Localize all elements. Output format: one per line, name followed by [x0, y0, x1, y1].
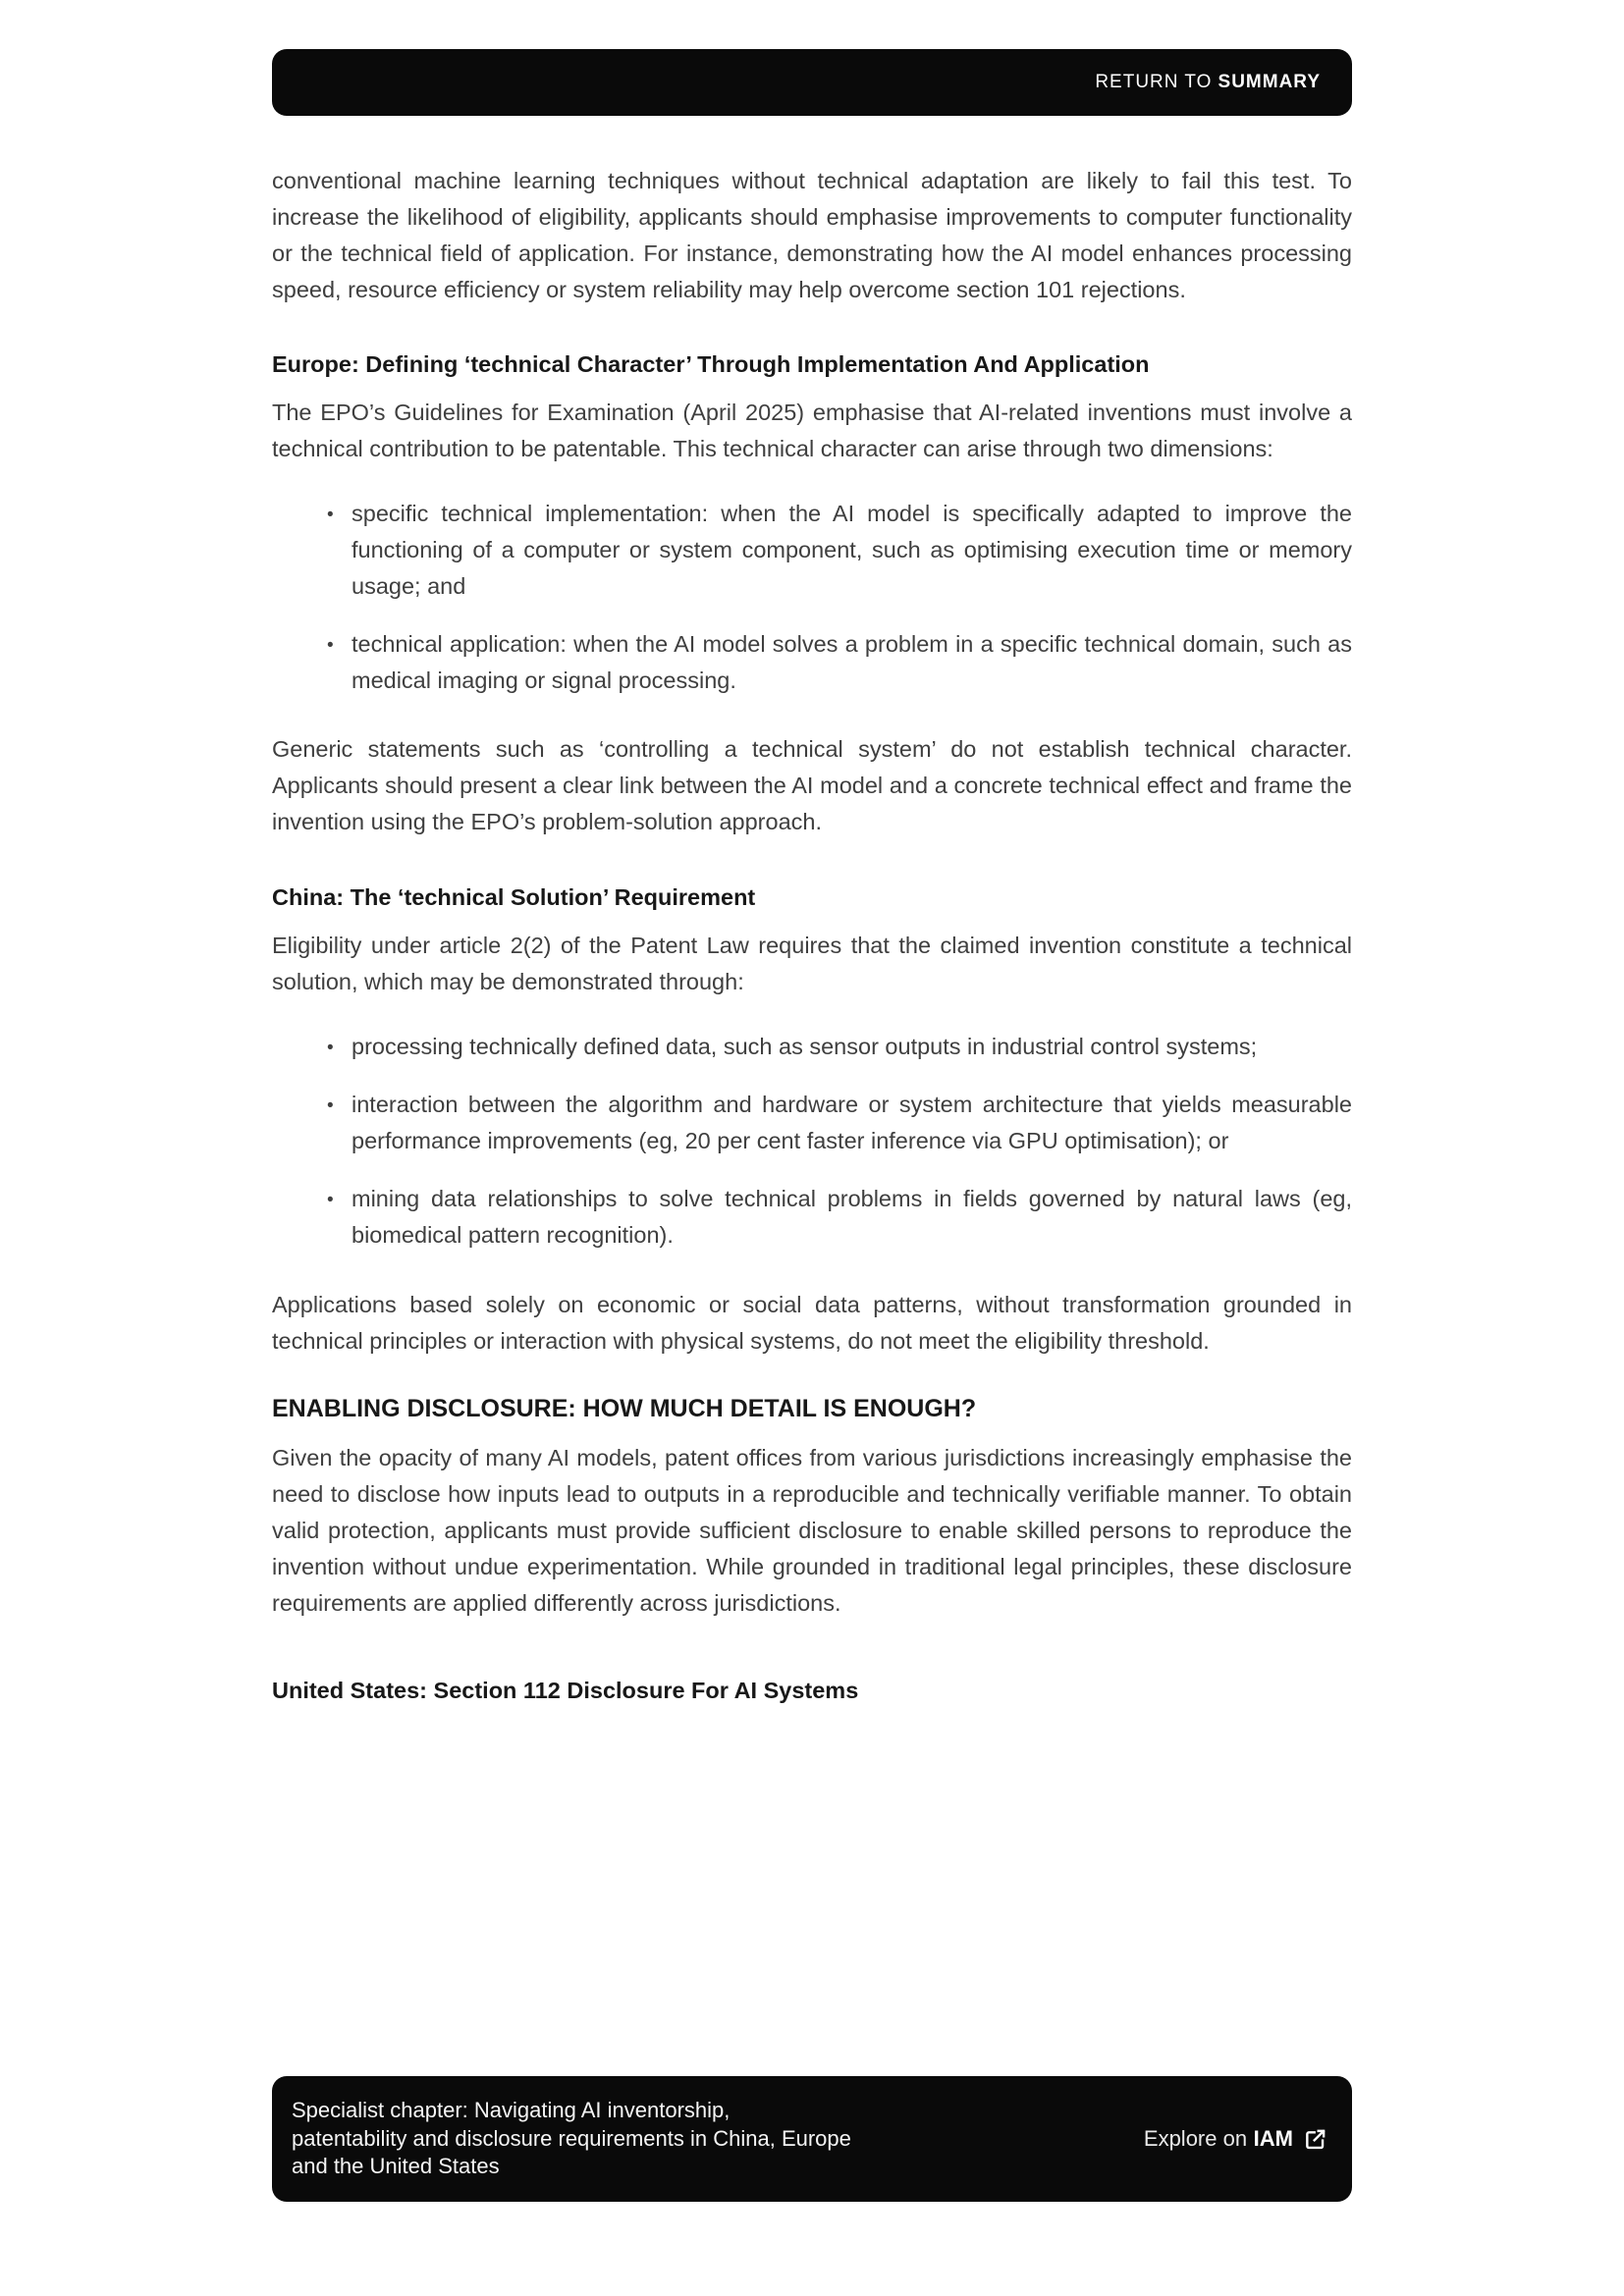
return-to-summary-button[interactable]: [272, 49, 1352, 116]
return-to-summary-label-bold: SUMMARY: [1218, 72, 1321, 92]
iam-brand-label: IAM: [1253, 2126, 1293, 2151]
list-item-mining-data-relations: • mining data relationships to solve technical problems in fields governed by natural laws (eg, biomedical pattern recognition).: [352, 1181, 1352, 1254]
article-body: [272, 163, 1352, 1704]
explore-on-iam-link[interactable]: [1144, 2126, 1328, 2152]
chapter-footer: [272, 2076, 1352, 2202]
heading-europe-technical-character: Europe: Defining ‘technical Character’ Through Implementation And Application: [272, 351, 1150, 377]
list-item-algorithm-hardware: • interaction between the algorithm and hardware or system architecture that yields measurable performance improvements (eg, 20 per cent faster inference via GPU optimisation); or: [352, 1087, 1352, 1159]
paragraph-eligibility-threshold: Applications based solely on economic or social data patterns, without transformation grounded in technical principles or interaction with physical systems, do not meet the eligibility threshold.: [272, 1292, 1352, 1354]
chapter-title-line-3: and the United States: [292, 2154, 500, 2179]
chapter-title-line-1: Specialist chapter: Navigating AI inventorship,: [292, 2098, 731, 2123]
chapter-title: [292, 2097, 851, 2181]
external-link-icon: [1303, 2126, 1328, 2152]
paragraph-generic-statements: Generic statements such as ‘controlling a technical system’ do not establish technical character. Applicants should present a clear link between the AI model and a concrete technical effect and frame the invention using the EPO’s problem-solution approach.: [272, 736, 1352, 834]
list-item-technical-application: • technical application: when the AI model solves a problem in a specific technical domain, such as medical imaging or signal processing.: [352, 626, 1352, 699]
paragraph-epo-guidelines: The EPO’s Guidelines for Examination (April 2025) emphasise that AI-related inventions must involve a technical contribution to be patentable. This technical character can arise through two dimensions:: [272, 400, 1352, 461]
chapter-title-line-2: patentability and disclosure requirements in China, Europe: [292, 2125, 851, 2151]
list-item-specific-technical-implementation: • specific technical implementation: when the AI model is specifically adapted to improve the functioning of a computer or system component, such as optimising execution time or memory usage; and: [352, 496, 1352, 605]
paragraph-opacity-of-ai-models: Given the opacity of many AI models, patent offices from various jurisdictions increasingly emphasise the need to disclose how inputs lead to outputs in a reproducible and technically verifiable manner. To obtain valid protection, applicants must provide sufficient disclosure to enable skilled persons to reproduce the invention without undue experimentation. While grounded in traditional legal principles, these disclosure requirements are applied differently across jurisdictions.: [272, 1445, 1352, 1616]
return-to-summary-label: RETURN TO: [1095, 72, 1213, 92]
bullet-list-europe: [272, 496, 1352, 699]
heading-us-section-112: United States: Section 112 Disclosure For AI Systems: [272, 1678, 859, 1703]
heading-enabling-disclosure: ENABLING DISCLOSURE: HOW MUCH DETAIL IS ENOUGH?: [272, 1395, 977, 1422]
paragraph-section-101: conventional machine learning techniques without technical adaptation are likely to fail this test. To increase the likelihood of eligibility, applicants should emphasise improvements to computer functionality or the technical field of application. For instance, demonstrating how the AI model enhances processing speed, resource efficiency or system reliability may help overcome section 101 rejections.: [272, 168, 1352, 302]
list-item-processing-data: • processing technically defined data, such as sensor outputs in industrial control systems;: [352, 1029, 1352, 1065]
paragraph-eligibility-article-2-2: Eligibility under article 2(2) of the Patent Law requires that the claimed invention constitute a technical solution, which may be demonstrated through:: [272, 933, 1352, 994]
heading-china-technical-solution: China: The ‘technical Solution’ Requirement: [272, 884, 756, 910]
explore-on-label: Explore on: [1143, 2126, 1248, 2151]
bullet-list-china: [272, 1029, 1352, 1254]
